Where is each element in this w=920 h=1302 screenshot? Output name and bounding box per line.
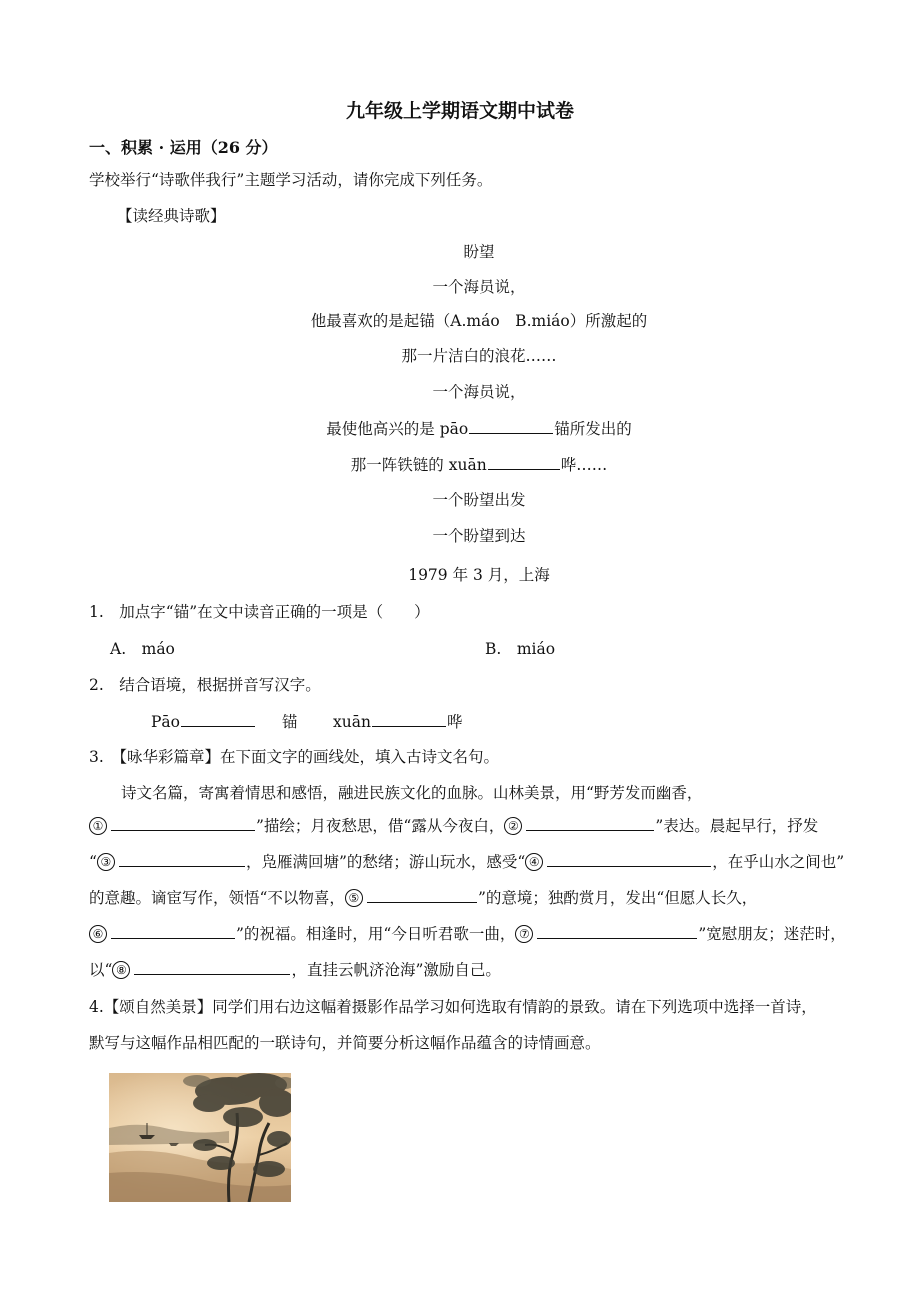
option-a[interactable]: A. máo	[110, 640, 175, 658]
poem-line: 一个海员说，	[432, 278, 526, 296]
question-2: 2. 结合语境，根据拼音写汉字。	[89, 676, 321, 694]
q3-text-line: 以“ ⑧ ，直挂云帆济沧海”激励自己。	[89, 961, 501, 979]
question-4: 4.【颂自然美景】同学们用右边这幅着摄影作品学习如何选取有情韵的景致。请在下列选项中选择一首诗，	[89, 998, 817, 1016]
fill-blank-xuan-answer[interactable]	[372, 711, 446, 727]
fill-blank-xuan[interactable]	[488, 454, 560, 470]
fill-blank-7[interactable]	[537, 923, 697, 939]
q3-text-line: 诗文名篇，寄寓着情思和感悟，融进民族文化的血脉。山林美景，用“野芳发而幽香，	[121, 784, 703, 802]
fill-blank-4[interactable]	[547, 851, 711, 867]
q3-text-line: ① ”描绘；月夜愁思，借“露从今夜白， ② ”表达。晨起早行，抒发	[89, 815, 818, 836]
landscape-painting-image	[109, 1073, 291, 1202]
poem-line: 一个盼望到达	[432, 527, 526, 545]
poem-line: 他最喜欢的是起锚（A.máo B.miáo）所激起的	[310, 312, 648, 330]
question-1: 1. 加点字“锚”在文中读音正确的一项是（ ）	[89, 603, 430, 621]
fill-blank-3[interactable]	[119, 851, 245, 867]
fill-blank-1[interactable]	[111, 815, 255, 831]
question-4-cont: 默写与这幅作品相匹配的一联诗句，并简要分析这幅作品蕴含的诗情画意。	[89, 1034, 601, 1052]
page-title: 九年级上学期语文期中试卷	[345, 100, 574, 122]
option-b[interactable]: B. miáo	[485, 640, 556, 658]
poem-line: 那一片洁白的浪花……	[401, 347, 557, 365]
fill-blank-6[interactable]	[111, 923, 235, 939]
subheading-read-poem: 【读经典诗歌】	[117, 207, 226, 225]
poem-date: 1979 年 3 月，上海	[408, 566, 550, 584]
q3-text-line: ⑥ ”的祝福。相逢时，用“今日听君歌一曲， ⑦ ”宽慰朋友；迷茫时，	[89, 923, 846, 944]
question-3: 3. 【咏华彩篇章】在下面文字的画线处，填入古诗文名句。	[89, 748, 500, 766]
section-intro: 学校举行“诗歌伴我行”主题学习活动，请你完成下列任务。	[89, 171, 493, 189]
fill-blank-2[interactable]	[526, 815, 654, 831]
pinyin-blank-2: xuān 哗	[333, 713, 463, 731]
poem-line: 那一阵铁链的 xuān 哗……	[350, 456, 608, 474]
poem-line: 最使他高兴的是 pāo 锚所发出的	[326, 420, 632, 438]
painting-svg	[109, 1073, 291, 1202]
poem-line: 一个海员说，	[432, 383, 526, 401]
pinyin-blank-1: Pāo 锚	[151, 713, 298, 731]
poem-title: 盼望	[463, 243, 495, 261]
fill-blank-8[interactable]	[134, 959, 290, 975]
fill-blank-pao[interactable]	[469, 418, 553, 434]
fill-blank-5[interactable]	[367, 887, 477, 903]
q3-text-line: “ ③ ，凫雁满回塘”的愁绪；游山玩水，感受“ ④ ，在乎山水之间也”	[89, 853, 845, 871]
section-heading: 一、积累 · 运用（26 分）	[89, 138, 278, 157]
poem-line: 一个盼望出发	[432, 491, 526, 509]
q3-text-line: 的意趣。谪宦写作，领悟“不以物喜， ⑤ ”的意境；独酌赏月，发出“但愿人长久，	[89, 889, 758, 907]
fill-blank-pao-answer[interactable]	[181, 711, 255, 727]
